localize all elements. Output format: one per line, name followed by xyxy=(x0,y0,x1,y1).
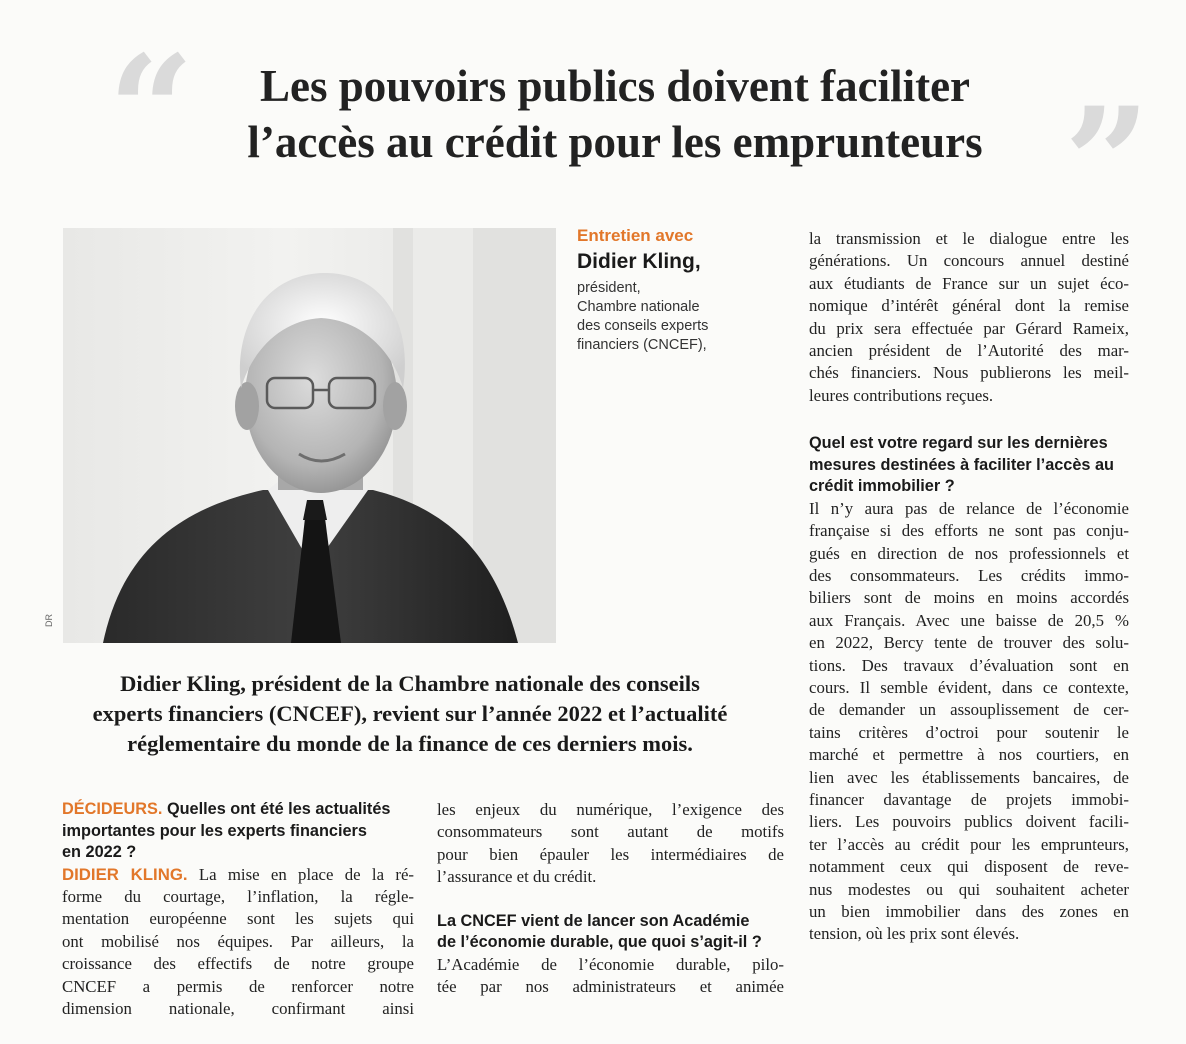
answer-line: leures contributions reçues. xyxy=(809,385,994,405)
question-text: en 2022 ? xyxy=(62,843,137,861)
answer-line: notamment ceux qui disposent de reve- xyxy=(809,857,1129,877)
close-quote-mark: ” xyxy=(1064,75,1151,251)
answer-line: de demander un assouplissement de cer- xyxy=(809,700,1129,720)
answer-line: aux Français. Avec une baisse de 20,5 % xyxy=(809,610,1129,630)
answer-line: nus modestes ou qui souhaitent acheter xyxy=(809,879,1129,899)
answer-line: pour bien épauler les intermédiaires de xyxy=(437,844,784,864)
answer-line: nomique d’intérêt général dont la remise xyxy=(809,296,1129,316)
question-kicker: DÉCIDEURS. xyxy=(62,800,163,818)
answer-line: liers. Les pouvoirs publics doivent facili- xyxy=(809,812,1129,832)
answer-line: chés financiers. Nous publierons les meil- xyxy=(809,363,1129,383)
lead-line: Didier Kling, président de la Chambre nationale des conseils xyxy=(120,671,700,696)
headline xyxy=(100,58,1130,170)
answer-2 xyxy=(437,954,784,999)
answer-line: forme du courtage, l’inflation, la régle- xyxy=(62,886,414,906)
article-column-3 xyxy=(809,228,1129,946)
interviewee-name: Didier Kling, xyxy=(577,250,701,273)
article-column-1 xyxy=(62,799,414,1020)
answer-line: tions. Des travaux d’évaluation sont en xyxy=(809,655,1129,675)
portrait-photo xyxy=(63,228,556,643)
question-text: Quelles ont été les actualités xyxy=(162,800,391,818)
answer-line: L’Académie de l’économie durable, pilo- xyxy=(437,954,784,974)
answer-line: cours. Il semble évident, dans ce contexte, xyxy=(809,678,1129,697)
answer-line: ont mobilisé nos équipes. Par ailleurs, la xyxy=(62,931,414,951)
question-2 xyxy=(437,911,784,954)
interview-label: Entretien avec xyxy=(577,226,694,245)
answer-line: un bien immobilier dans des zones en xyxy=(809,902,1129,922)
answer-line: tains critères d’octroi pour soutenir le xyxy=(809,722,1129,742)
answer-line: marché et permettre à nos courtiers, en xyxy=(809,745,1129,765)
photo-credit: DR xyxy=(44,614,54,627)
question-text: crédit immobilier ? xyxy=(809,477,955,496)
answer-line: aux étudiants de France sur un sujet éco- xyxy=(809,273,1129,293)
question-text: de l’économie durable, que quoi s’agit-il ? xyxy=(437,933,762,952)
answer-line: du prix sera effectuée par Gérard Rameix, xyxy=(809,318,1129,338)
portrait-illustration xyxy=(63,228,556,643)
role-line: financiers (CNCEF), xyxy=(577,337,707,353)
interviewee-role xyxy=(577,279,757,355)
article-column-2 xyxy=(437,799,784,998)
answer-line: française si des efforts ne sont pas conju- xyxy=(809,521,1129,541)
answer-kicker: DIDIER KLING. xyxy=(62,864,188,884)
answer-line: en 2022, Bercy tente de trouver des solu- xyxy=(809,633,1129,653)
answer-line: mentation européenne sont les sujets qui xyxy=(62,909,414,929)
question-text: Quel est votre regard sur les dernières xyxy=(809,434,1108,453)
role-line: président, xyxy=(577,280,641,296)
headline-line: Les pouvoirs publics doivent faciliter xyxy=(259,61,971,111)
answer-line: générations. Un concours annuel destiné xyxy=(809,251,1129,271)
answer-line: Il n’y aura pas de relance de l’économie xyxy=(809,498,1129,518)
answer-continued xyxy=(809,228,1129,407)
answer-line: ter l’accès au crédit pour les emprunteurs, xyxy=(809,834,1129,854)
question-text: mesures destinées à faciliter l’accès au xyxy=(809,455,1114,474)
question-text: importantes pour les experts financiers xyxy=(62,821,367,840)
answer-line: lien avec les établissements bancaires, de xyxy=(809,767,1129,787)
question-3 xyxy=(809,433,1129,498)
answer-line: consommateurs sont autant de motifs xyxy=(437,822,784,842)
lead-paragraph xyxy=(60,669,760,759)
answer-1 xyxy=(62,864,414,1021)
lead-line: réglementaire du monde de la finance de ces derniers mois. xyxy=(127,731,693,756)
answer-line: la transmission et le dialogue entre les xyxy=(809,229,1129,248)
answer-line: ancien président de l’Autorité des mar- xyxy=(809,341,1129,361)
answer-line: tée par nos administrateurs et animée xyxy=(437,977,784,997)
answer-line: croissance des effectifs de notre groupe xyxy=(62,954,414,974)
headline-line: l’accès au crédit pour les emprunteurs xyxy=(247,117,983,167)
role-line: Chambre nationale xyxy=(577,299,700,315)
answer-line: biliers sont de moins en moins accordés xyxy=(809,588,1129,608)
answer-line: dimension nationale, confirmant ainsi xyxy=(62,998,414,1018)
answer-text: La mise en place de la ré- xyxy=(187,864,414,884)
role-line: des conseils experts xyxy=(577,318,709,334)
answer-3 xyxy=(809,498,1129,946)
answer-line: tension, où les prix sont élevés. xyxy=(809,924,1020,944)
question-1 xyxy=(62,799,414,864)
answer-continued xyxy=(437,799,784,889)
answer-line: financer davantage de projets immobi- xyxy=(809,790,1129,810)
question-text: La CNCEF vient de lancer son Académie xyxy=(437,911,750,930)
answer-line: les enjeux du numérique, l’exigence des xyxy=(437,800,784,819)
open-quote-mark: “ xyxy=(108,23,195,199)
answer-line: CNCEF a permis de renforcer notre xyxy=(62,976,414,996)
answer-line: gués en direction de nos professionnels et xyxy=(809,543,1129,563)
answer-line: l’assurance et du crédit. xyxy=(437,867,597,887)
answer-line: des consommateurs. Les crédits immo- xyxy=(809,565,1129,585)
lead-line: experts financiers (CNCEF), revient sur l’année 2022 et l’actualité xyxy=(92,701,728,726)
